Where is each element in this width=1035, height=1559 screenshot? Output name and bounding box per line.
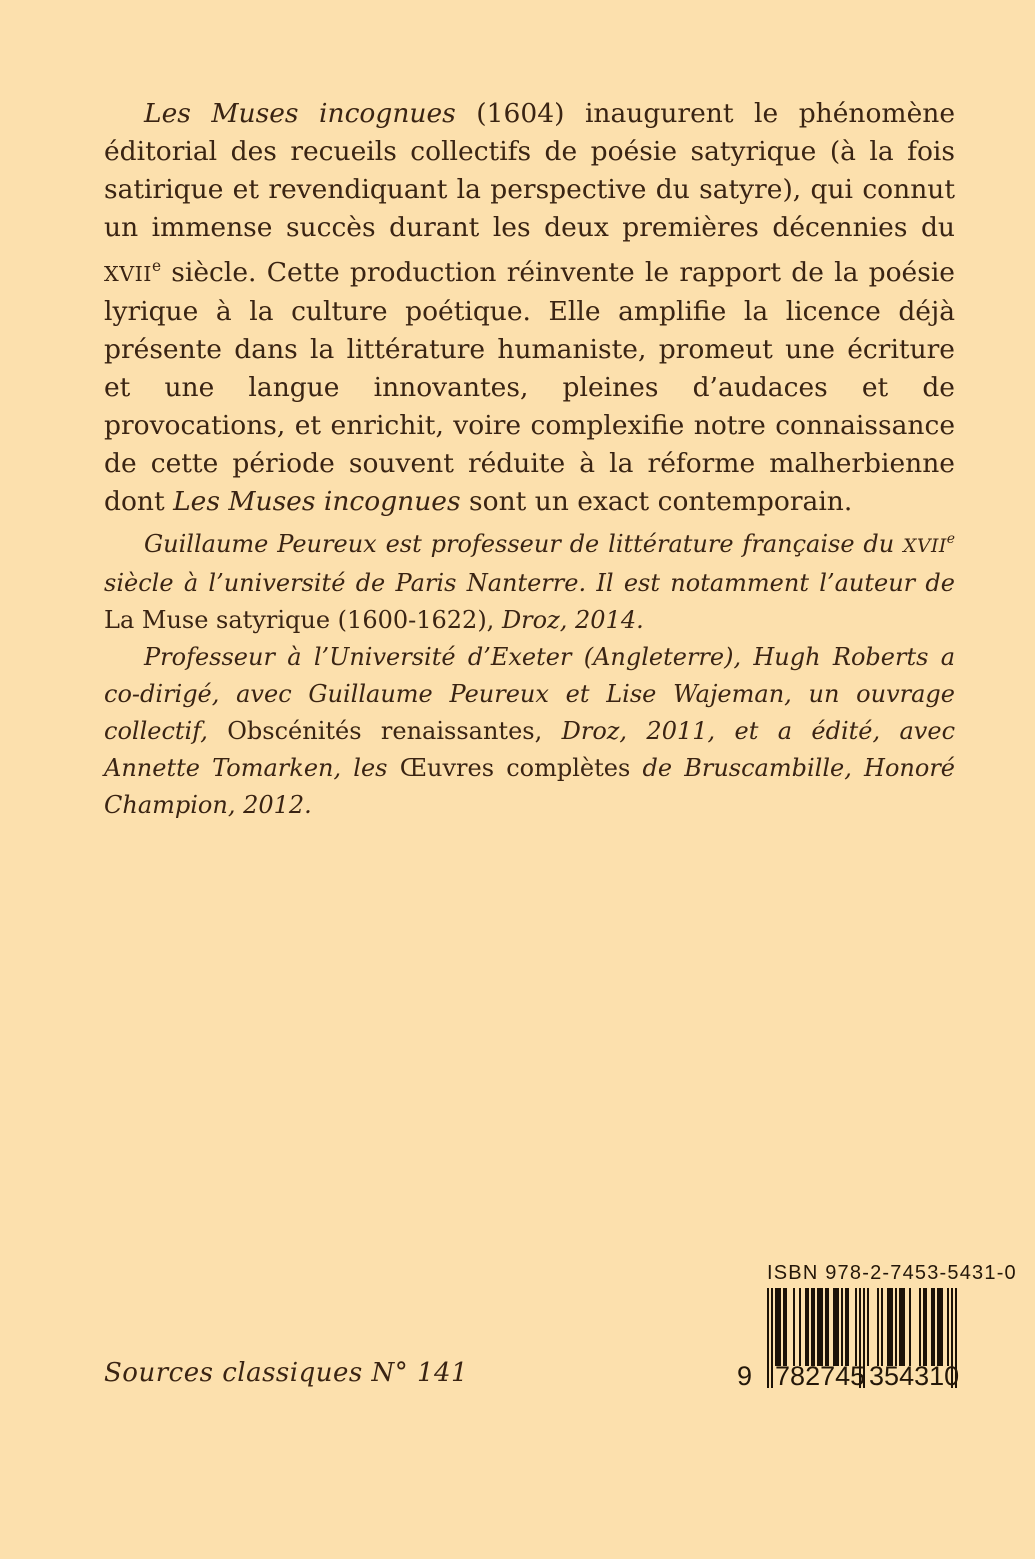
isbn-barcode-block bbox=[722, 1262, 1017, 1391]
isbn-label: ISBN 978-2-7453-5431-0 bbox=[767, 1262, 1017, 1284]
barcode-digits-group1: 7 8 2 7 4 5 bbox=[775, 1361, 866, 1391]
barcode-digit-left: 9 bbox=[737, 1361, 753, 1391]
paragraph-bio-guillaume-peureux: Guillaume Peureux est professeur de littérature française du XVIIe siècle à l’université de Paris Nanterre. Il est notamment l’auteur de La Muse satyrique (1600-1622), Droz, 2014. bbox=[104, 529, 955, 634]
paragraph-bio-hugh-roberts: Professeur à l’Université d’Exeter (Angleterre), Hugh Roberts a co-dirigé, avec Guillaume Peureux et Lise Wajeman, un ouvrage collectif, Obscénités renaissantes, Droz, 2011, et a édité, avec Annette Tomarken, les Œuvres complètes de Bruscambille, Honoré Champion, 2012. bbox=[104, 642, 956, 819]
ean13-barcode bbox=[737, 1288, 960, 1391]
text-block bbox=[104, 95, 955, 824]
barcode-digits-group2: 3 5 4 3 1 0 bbox=[869, 1361, 960, 1391]
paragraph-synopsis: Les Muses incognues (1604) inaugurent le phénomène éditorial des recueils collectifs de poésie satyrique (à la fois satirique et revendiquant la perspective du satyre), qui connut un immense succès durant les deux premières décennies du XVIIe siècle. Cette production réinvente le rapport de la poésie lyrique à la culture poétique. Elle amplifie la licence déjà présente dans la littérature humaniste, promeut une écriture et une langue innovantes, pleines d’audaces et de provocations, et enrichit, voire complexifie notre connaissance de cette période souvent réduite à la réforme malherbienne dont Les Muses incognues sont un exact contemporain. bbox=[104, 98, 955, 517]
series-label: Sources classiques N° 141 bbox=[104, 1358, 469, 1388]
